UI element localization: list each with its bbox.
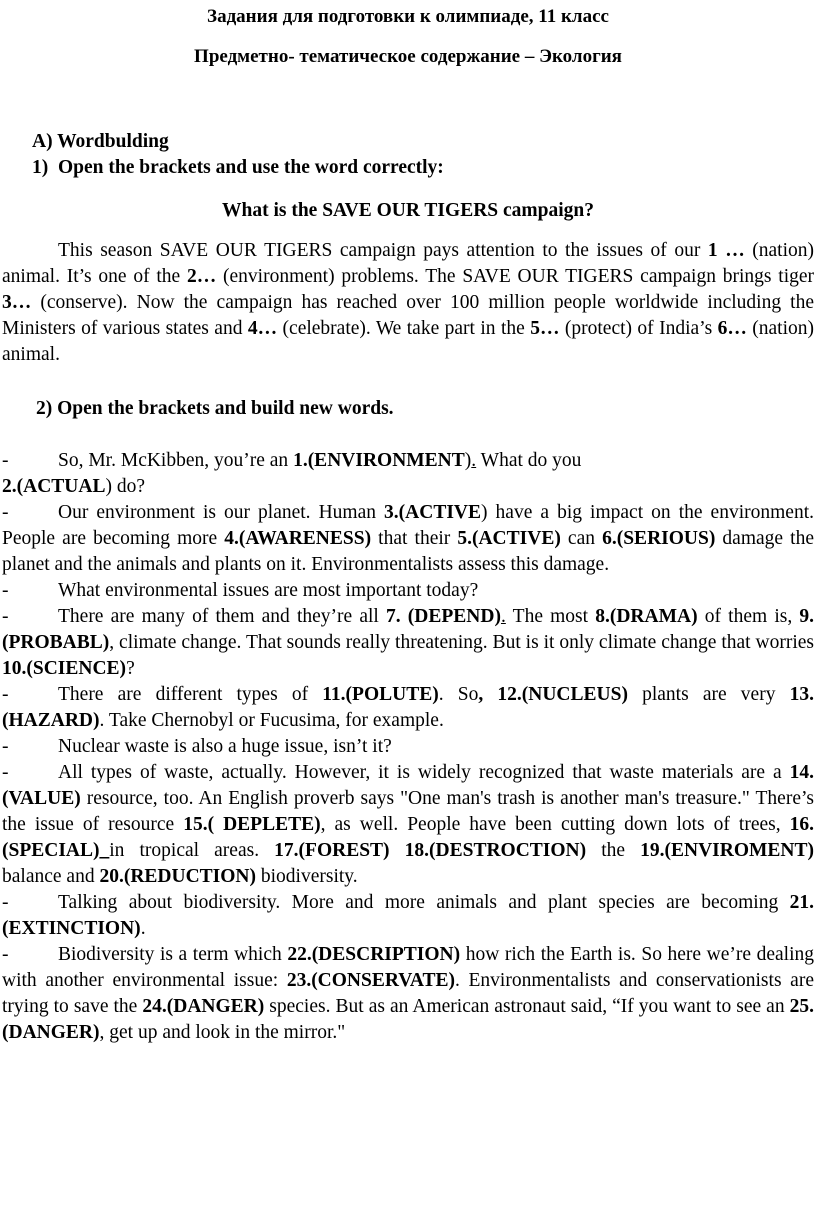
dialogue-text: ) <box>464 450 472 471</box>
dash: - <box>2 450 9 471</box>
dialogue-text: _ <box>99 840 110 861</box>
task-2-heading: 2) Open the brackets and build new words. <box>36 398 394 419</box>
dialogue-text: What environmental issues are most important today? <box>58 580 479 601</box>
dialogue-text: Our environment is our planet. Human <box>58 502 385 523</box>
dialogue-text: how rich the Earth is. So here we’re dealing with another environmental issue: <box>2 944 814 991</box>
paragraph-text: (nation) animal. <box>2 318 814 365</box>
paragraph-text: This season SAVE OUR TIGERS campaign pays attention to the issues of our <box>58 240 708 261</box>
dialogue-text: All types of waste, actually. However, it is widely recognized that waste materials are a <box>58 762 790 783</box>
paragraph-text: (nation) animal. It’s one of the <box>2 240 814 287</box>
gap-word: 5.(ACTIVE) <box>457 528 561 549</box>
gap-word: 25.(DANGER) <box>2 996 815 1043</box>
gap-word: 24.(DANGER) <box>142 996 265 1017</box>
dialogue-line-1 <box>2 448 814 500</box>
gap-3: 3… <box>2 292 32 313</box>
page-title: Задания для подготовки к олимпиаде, 11 класс <box>207 6 609 27</box>
dialogue-text: There are different types of <box>58 684 323 705</box>
gap-word: 20.(REDUCTION) <box>99 866 256 887</box>
gap-word: 14.(VALUE) <box>2 762 814 809</box>
gap-word: 17.(FOREST) 18.(DESTROCTION) <box>274 840 587 861</box>
dialogue-text: Talking about biodiversity. More and more animals and plant species are becoming <box>58 892 790 913</box>
gap-word: 23.(CONSERVATE) <box>286 970 455 991</box>
dialogue-text: plants are very <box>627 684 790 705</box>
page-subtitle: Предметно- тематическое содержание – Экология <box>194 46 622 67</box>
dialogue-text: biodiversity. <box>256 866 358 887</box>
task-1-paragraph <box>2 238 814 368</box>
gap-word: , 12.(NUCLEUS) <box>478 684 628 705</box>
paragraph-text: (protect) of India’s <box>559 318 718 339</box>
gap-word: 6.(SERIOUS) <box>602 528 716 549</box>
dialogue-text: in tropical areas. <box>109 840 275 861</box>
dialogue-text: the <box>586 840 641 861</box>
dialogue <box>2 448 814 1046</box>
gap-5: 5… <box>530 318 560 339</box>
dialogue-text: Nuclear waste is also a huge issue, isn’t it? <box>58 736 392 757</box>
text-heading: What is the SAVE OUR TIGERS campaign? <box>221 200 595 221</box>
dialogue-text: What do you <box>476 450 582 471</box>
dash: - <box>2 944 9 965</box>
gap-word: 10.(SCIENCE) <box>2 658 127 679</box>
dash: - <box>2 580 9 601</box>
dialogue-text: , as well. People have been cutting down lots of trees, <box>320 814 790 835</box>
task-1-number: 1) <box>32 157 49 178</box>
dash: - <box>2 736 9 757</box>
dialogue-text: . <box>500 606 506 627</box>
gap-6: 6… <box>717 318 747 339</box>
section-a-heading: A) Wordbulding <box>32 131 169 152</box>
gap-word: 16.(SPECIAL) <box>2 814 815 861</box>
dialogue-text: Biodiversity is a term which <box>58 944 288 965</box>
dialogue-text: , get up and look in the mirror." <box>99 1022 346 1043</box>
dialogue-text: , climate change. That sounds really threatening. But is it only climate change that worries <box>109 632 814 653</box>
dialogue-text: There are many of them and they’re all <box>58 606 387 627</box>
dialogue-text: can <box>560 528 603 549</box>
dialogue-text: ) do? <box>105 476 145 497</box>
gap-word: 15.( DEPLETE) <box>183 814 321 835</box>
gap-word: 11.(POLUTE) <box>322 684 439 705</box>
gap-4: 4… <box>247 318 278 339</box>
dialogue-text: . <box>471 450 477 471</box>
dash: - <box>2 502 9 523</box>
dialogue-text: species. But as an American astronaut said, “If you want to see an <box>264 996 790 1017</box>
dialogue-line-8 <box>2 890 814 942</box>
gap-word: 22.(DESCRIPTION) <box>287 944 461 965</box>
gap-word: 13.(HAZARD) <box>2 684 814 731</box>
dialogue-text: damage the planet and the animals and plants on it. Environmentalists assess this damage. <box>2 528 814 575</box>
dialogue-line-9 <box>2 942 814 1046</box>
gap-word: 9.(PROBABL) <box>2 606 814 653</box>
paragraph-text: (conserve). Now the campaign has reached over 100 million people worldwide including the Ministers of various states and <box>2 292 814 339</box>
gap-word: 19.(ENVIROMENT) <box>640 840 814 861</box>
dialogue-line-4 <box>2 604 814 682</box>
gap-word: 8.(DRAMA) <box>595 606 698 627</box>
dialogue-text: resource, too. An English proverb says "One man's trash is another man's treasure." There’s the issue of resource <box>2 788 814 835</box>
gap-word: 21.(EXTINCTION) <box>2 892 814 939</box>
dialogue-line-3 <box>2 578 814 604</box>
dialogue-text: . So <box>438 684 479 705</box>
gap-word: 4.(AWARENESS) <box>224 528 372 549</box>
task-1-heading <box>32 155 444 181</box>
dialogue-text: balance and <box>2 866 100 887</box>
gap-word: 2.(ACTUAL <box>2 476 106 497</box>
dialogue-line-7 <box>2 760 814 890</box>
task-1-text: Open the brackets and use the word correctly: <box>58 157 444 178</box>
dialogue-text: ? <box>126 658 135 679</box>
gap-1: 1 … <box>707 240 745 261</box>
dash: - <box>2 606 9 627</box>
gap-word: 3.(ACTIVE <box>384 502 482 523</box>
dialogue-line-6 <box>2 734 814 760</box>
dash: - <box>2 762 9 783</box>
dialogue-text: The most <box>505 606 596 627</box>
dialogue-text: of them is, <box>697 606 800 627</box>
dash: - <box>2 892 9 913</box>
gap-word: 1.(ENVIRONMENT <box>293 450 465 471</box>
dialogue-text: . Take Chernobyl or Fucusima, for example. <box>99 710 444 731</box>
dialogue-line-2 <box>2 500 814 578</box>
dialogue-text: that their <box>371 528 458 549</box>
paragraph-text: (environment) problems. The SAVE OUR TIGERS campaign brings tiger <box>216 266 815 287</box>
gap-2: 2… <box>187 266 217 287</box>
dialogue-text: ) have a big impact on the environment. People are becoming more <box>2 502 814 549</box>
paragraph-text: (celebrate). We take part in the <box>277 318 531 339</box>
dialogue-text: So, Mr. McKibben, you’re an <box>58 450 294 471</box>
dialogue-line-5 <box>2 682 814 734</box>
dialogue-text: . <box>140 918 146 939</box>
dash: - <box>2 684 9 705</box>
dialogue-text: . Environmentalists and conservationists are trying to save the <box>2 970 814 1017</box>
gap-word: 7. (DEPEND) <box>386 606 501 627</box>
